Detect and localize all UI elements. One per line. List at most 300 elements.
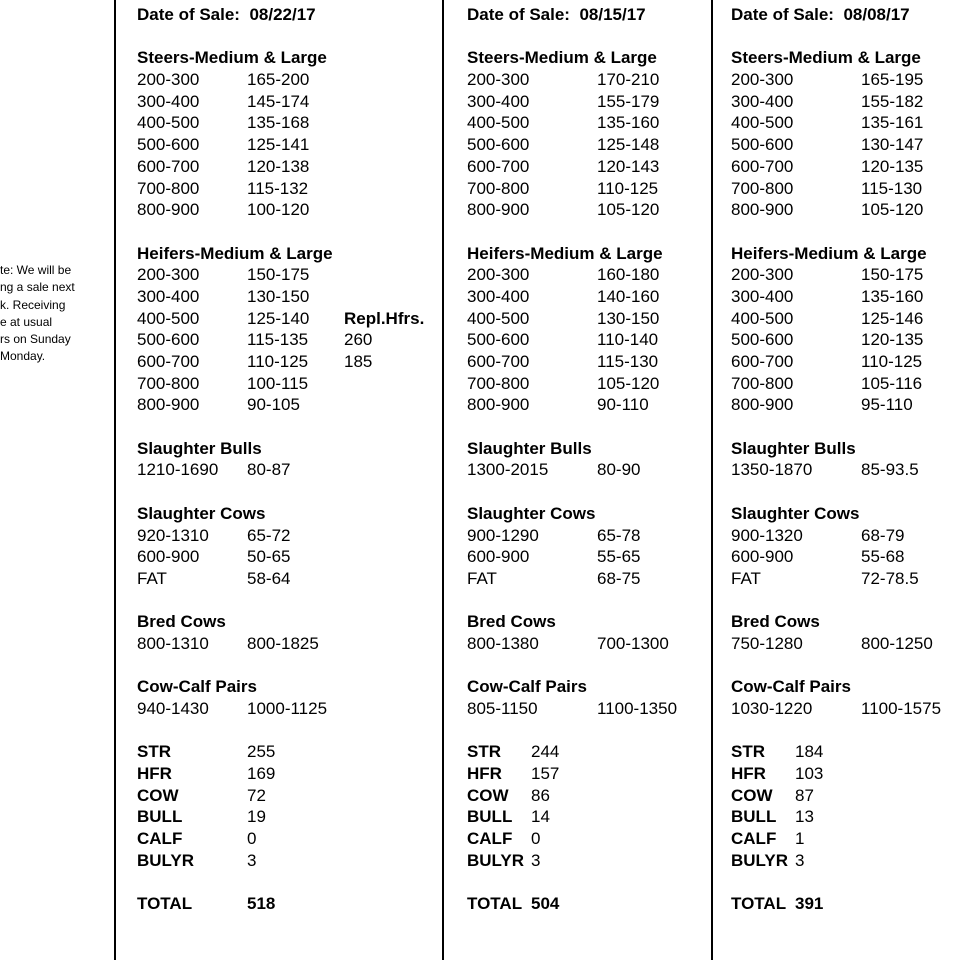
- spacer: [731, 720, 959, 742]
- price-row: [137, 351, 437, 373]
- weight-range: 920-1310: [137, 525, 209, 545]
- spacer: [467, 720, 707, 742]
- count-label: COW: [137, 785, 179, 805]
- weight-range: 200-300: [467, 265, 530, 285]
- weight-range: 500-600: [467, 135, 530, 155]
- head-count-row: [137, 828, 437, 850]
- weight-range: 200-300: [137, 265, 200, 285]
- spacer: [731, 655, 959, 677]
- price-row: [731, 178, 959, 200]
- weight-range: 300-400: [137, 286, 200, 306]
- head-count-row: [467, 828, 707, 850]
- price-range: 50-65: [247, 547, 291, 567]
- price-row: [137, 91, 437, 113]
- weight-range: FAT: [137, 568, 167, 588]
- count-label: STR: [467, 742, 501, 762]
- price-row: [731, 156, 959, 178]
- spacer: [731, 481, 959, 503]
- price-range: 95-110: [861, 395, 913, 415]
- weight-range: 700-800: [467, 373, 530, 393]
- price-row: [731, 286, 959, 308]
- weight-range: 700-800: [467, 178, 530, 198]
- price-row: [731, 568, 959, 590]
- section-title: Cow-Calf Pairs: [467, 677, 587, 697]
- price-row: [467, 351, 707, 373]
- count-value: 87: [795, 785, 814, 805]
- price-row: [731, 91, 959, 113]
- column-divider: [711, 0, 713, 960]
- price-row: [731, 459, 959, 481]
- count-value: 1: [795, 829, 805, 849]
- price-range: 65-72: [247, 525, 291, 545]
- weight-range: 300-400: [467, 91, 530, 111]
- price-range: 110-125: [597, 178, 659, 198]
- weight-range: 300-400: [731, 91, 794, 111]
- weight-range: 900-1320: [731, 525, 803, 545]
- section-title: Steers-Medium & Large: [731, 48, 921, 68]
- price-range: 800-1250: [861, 633, 933, 653]
- price-range: 90-105: [247, 395, 300, 415]
- count-label: CALF: [731, 829, 777, 849]
- total-row: [731, 893, 959, 915]
- spacer: [467, 416, 707, 438]
- column-divider: [114, 0, 116, 960]
- price-row: [467, 286, 707, 308]
- weight-range: 1350-1870: [731, 460, 813, 480]
- price-row: [137, 199, 437, 221]
- count-value: 157: [531, 764, 560, 784]
- count-label: BULYR: [731, 850, 788, 870]
- head-count-row: [137, 850, 437, 872]
- price-range: 135-168: [247, 113, 310, 133]
- price-row: [137, 264, 437, 286]
- sale-date-row: [467, 4, 707, 26]
- price-range: 65-78: [597, 525, 641, 545]
- count-value: 3: [247, 850, 257, 870]
- sale-date: 08/22/17: [249, 5, 316, 24]
- count-value: 3: [795, 850, 805, 870]
- weight-range: 600-900: [137, 547, 200, 567]
- price-range: 120-135: [861, 156, 924, 176]
- weight-range: FAT: [731, 568, 761, 588]
- weight-range: 300-400: [137, 91, 200, 111]
- total-row: [137, 893, 437, 915]
- section-title: Slaughter Bulls: [467, 438, 592, 458]
- price-row: [731, 329, 959, 351]
- price-range: 115-130: [597, 352, 659, 371]
- weight-range: 700-800: [137, 373, 200, 393]
- price-range: 68-75: [597, 568, 641, 588]
- weight-range: 400-500: [137, 308, 200, 328]
- price-range: 115-135: [247, 330, 309, 350]
- date-label: Date of Sale:: [467, 5, 570, 24]
- price-range: 150-175: [861, 265, 924, 285]
- weight-range: 1300-2015: [467, 460, 549, 480]
- price-range: 120-138: [247, 156, 310, 176]
- weight-range: 600-900: [731, 547, 794, 567]
- spacer: [731, 416, 959, 438]
- price-row: [467, 525, 707, 547]
- price-range: 165-195: [861, 70, 924, 90]
- spacer: [137, 416, 437, 438]
- head-count-row: [137, 763, 437, 785]
- weight-range: 600-700: [731, 156, 794, 176]
- weight-range: 800-1380: [467, 633, 539, 653]
- total-label: TOTAL: [137, 894, 193, 914]
- price-row: [137, 546, 437, 568]
- weight-range: 900-1290: [467, 525, 539, 545]
- spacer: [137, 655, 437, 677]
- price-range: 1100-1575: [861, 699, 942, 718]
- section-title: Slaughter Cows: [137, 503, 266, 523]
- sale-column-2: [467, 4, 707, 915]
- sale-date-row: [731, 4, 959, 26]
- weight-range: 750-1280: [731, 633, 803, 653]
- price-range: 155-182: [861, 91, 924, 111]
- spacer: [467, 221, 707, 243]
- price-row: [731, 373, 959, 395]
- price-row: [137, 373, 437, 395]
- weight-range: 600-700: [137, 156, 200, 176]
- weight-range: 800-900: [731, 395, 794, 415]
- section-title: Bred Cows: [731, 612, 820, 632]
- note-line: k. Receiving: [0, 297, 66, 312]
- count-value: 3: [531, 850, 541, 870]
- head-count-row: [731, 806, 959, 828]
- price-range: 800-1825: [247, 633, 319, 653]
- price-range: 80-87: [247, 460, 291, 480]
- note-line: e at usual: [0, 314, 53, 329]
- section-title: Slaughter Cows: [467, 503, 596, 523]
- price-row: [137, 134, 437, 156]
- price-row: [467, 112, 707, 134]
- weight-range: 800-900: [731, 200, 794, 220]
- weight-range: 200-300: [731, 70, 794, 90]
- replacement-heifers-price: 185: [344, 352, 373, 371]
- count-value: 0: [247, 829, 257, 849]
- weight-range: 400-500: [137, 113, 200, 133]
- price-row: [467, 134, 707, 156]
- price-range: 55-68: [861, 547, 905, 567]
- price-range: 58-64: [247, 568, 291, 588]
- date-label: Date of Sale:: [137, 5, 240, 24]
- head-count-row: [731, 763, 959, 785]
- weight-range: 500-600: [137, 135, 200, 155]
- price-range: 72-78.5: [861, 568, 919, 588]
- count-value: 169: [247, 764, 276, 784]
- price-row: [467, 199, 707, 221]
- section-title: Slaughter Bulls: [731, 438, 856, 458]
- count-label: HFR: [137, 764, 172, 784]
- section-title: Bred Cows: [137, 612, 226, 632]
- sale-date: 08/15/17: [579, 5, 646, 24]
- count-label: BULL: [467, 807, 513, 827]
- price-range: 130-150: [247, 286, 310, 306]
- weight-range: 800-1310: [137, 633, 209, 653]
- price-range: 68-79: [861, 525, 905, 545]
- head-count-row: [137, 785, 437, 807]
- note-line: te: We will be: [0, 263, 72, 277]
- weight-range: 700-800: [137, 178, 200, 198]
- spacer: [137, 720, 437, 742]
- count-value: 86: [531, 785, 550, 805]
- price-row: [137, 308, 437, 330]
- price-row: [137, 459, 437, 481]
- price-row: [467, 698, 707, 720]
- weight-range: 600-700: [731, 352, 794, 371]
- price-range: 100-115: [247, 373, 309, 393]
- weight-range: 500-600: [137, 330, 200, 350]
- price-row: [731, 525, 959, 547]
- price-row: [731, 633, 959, 655]
- spacer: [137, 481, 437, 503]
- price-range: 135-160: [861, 286, 924, 306]
- price-row: [467, 308, 707, 330]
- section-title: Slaughter Bulls: [137, 438, 262, 458]
- weight-range: 500-600: [731, 135, 794, 155]
- price-range: 125-146: [861, 308, 924, 328]
- price-range: 170-210: [597, 70, 660, 90]
- price-row: [467, 178, 707, 200]
- price-row: [731, 308, 959, 330]
- price-range: 140-160: [597, 286, 660, 306]
- price-row: [467, 459, 707, 481]
- price-range: 55-65: [597, 547, 641, 567]
- weight-range: 940-1430: [137, 699, 209, 718]
- note-line: rs on Sunday: [0, 332, 71, 347]
- price-row: [731, 199, 959, 221]
- price-row: [467, 329, 707, 351]
- sale-note: [0, 262, 112, 366]
- count-label: STR: [137, 742, 171, 762]
- weight-range: 300-400: [731, 286, 794, 306]
- price-range: 135-161: [861, 113, 924, 133]
- price-range: 150-175: [247, 265, 310, 285]
- head-count-row: [467, 741, 707, 763]
- head-count-row: [731, 828, 959, 850]
- section-title: Steers-Medium & Large: [467, 48, 657, 68]
- price-range: 120-143: [597, 156, 660, 176]
- price-row: [731, 698, 959, 720]
- price-row: [137, 394, 437, 416]
- weight-range: 400-500: [467, 308, 530, 328]
- price-row: [137, 286, 437, 308]
- price-row: [137, 178, 437, 200]
- count-value: 19: [247, 807, 266, 827]
- price-range: 1000-1125: [247, 699, 328, 718]
- count-label: BULL: [137, 807, 183, 827]
- price-row: [137, 329, 437, 351]
- price-range: 125-148: [597, 135, 660, 155]
- total-label: TOTAL: [731, 894, 787, 914]
- count-label: CALF: [467, 829, 513, 849]
- weight-range: 800-900: [137, 395, 200, 415]
- price-row: [137, 112, 437, 134]
- count-value: 14: [531, 807, 550, 827]
- count-value: 13: [795, 807, 814, 827]
- head-count-row: [731, 741, 959, 763]
- price-range: 100-120: [247, 200, 310, 220]
- price-range: 90-110: [597, 395, 649, 415]
- price-range: 80-90: [597, 460, 641, 480]
- price-row: [467, 156, 707, 178]
- note-line: Monday.: [0, 349, 46, 364]
- count-value: 244: [531, 742, 560, 762]
- weight-range: 800-900: [137, 200, 200, 220]
- section-title: Cow-Calf Pairs: [731, 677, 851, 697]
- weight-range: 200-300: [731, 265, 794, 285]
- price-range: 135-160: [597, 113, 660, 133]
- price-row: [731, 394, 959, 416]
- price-row: [137, 156, 437, 178]
- sale-column-3: [731, 4, 959, 915]
- count-label: BULYR: [137, 850, 194, 870]
- price-row: [731, 69, 959, 91]
- weight-range: 400-500: [731, 113, 794, 133]
- price-range: 700-1300: [597, 633, 669, 653]
- spacer: [731, 221, 959, 243]
- price-range: 105-120: [597, 373, 660, 393]
- count-label: BULL: [731, 807, 777, 827]
- spacer: [137, 221, 437, 243]
- spacer: [467, 590, 707, 612]
- replacement-heifers-price: 260: [344, 330, 373, 350]
- count-label: HFR: [467, 764, 502, 784]
- spacer: [731, 872, 959, 894]
- weight-range: 700-800: [731, 373, 794, 393]
- weight-range: 800-900: [467, 395, 530, 415]
- weight-range: 400-500: [731, 308, 794, 328]
- weight-range: 300-400: [467, 286, 530, 306]
- count-value: 103: [795, 764, 824, 784]
- weight-range: 500-600: [731, 330, 794, 350]
- price-range: 160-180: [597, 265, 660, 285]
- weight-range: 805-1150: [467, 699, 538, 718]
- weight-range: FAT: [467, 568, 497, 588]
- price-range: 115-130: [861, 178, 923, 198]
- price-row: [467, 633, 707, 655]
- price-range: 125-140: [247, 308, 310, 328]
- spacer: [731, 26, 959, 48]
- price-row: [731, 112, 959, 134]
- spacer: [137, 26, 437, 48]
- weight-range: 200-300: [137, 70, 200, 90]
- total-row: [467, 893, 707, 915]
- section-title: Heifers-Medium & Large: [467, 243, 663, 263]
- sale-date-row: [137, 4, 437, 26]
- price-range: 110-125: [247, 352, 309, 371]
- count-value: 72: [247, 785, 266, 805]
- price-range: 115-132: [247, 178, 309, 198]
- price-row: [467, 264, 707, 286]
- spacer: [467, 481, 707, 503]
- head-count-row: [731, 850, 959, 872]
- price-range: 110-125: [861, 352, 923, 371]
- weight-range: 800-900: [467, 200, 530, 220]
- count-label: HFR: [731, 764, 766, 784]
- total-value: 391: [795, 894, 824, 914]
- note-line: ng a sale next: [0, 280, 75, 295]
- weight-range: 400-500: [467, 113, 530, 133]
- price-range: 110-140: [597, 330, 659, 350]
- price-row: [731, 264, 959, 286]
- price-row: [467, 394, 707, 416]
- head-count-row: [137, 806, 437, 828]
- total-value: 504: [531, 894, 560, 914]
- count-label: COW: [467, 785, 509, 805]
- price-row: [731, 134, 959, 156]
- total-label: TOTAL: [467, 894, 523, 914]
- price-range: 165-200: [247, 70, 310, 90]
- price-range: 155-179: [597, 91, 660, 111]
- sale-column-1: [137, 4, 437, 915]
- count-label: CALF: [137, 829, 183, 849]
- spacer: [137, 590, 437, 612]
- section-title: Bred Cows: [467, 612, 556, 632]
- price-range: 125-141: [247, 135, 310, 155]
- price-row: [467, 546, 707, 568]
- count-value: 255: [247, 742, 276, 762]
- price-range: 1100-1350: [597, 699, 678, 718]
- price-row: [467, 373, 707, 395]
- price-row: [137, 525, 437, 547]
- total-value: 518: [247, 894, 276, 914]
- weight-range: 200-300: [467, 70, 530, 90]
- replacement-heifers-label: Repl.Hfrs.: [344, 308, 425, 328]
- count-label: BULYR: [467, 850, 524, 870]
- price-range: 105-116: [861, 373, 923, 393]
- weight-range: 600-900: [467, 547, 530, 567]
- spacer: [467, 872, 707, 894]
- price-row: [467, 69, 707, 91]
- price-row: [137, 69, 437, 91]
- head-count-row: [467, 785, 707, 807]
- count-value: 0: [531, 829, 541, 849]
- price-row: [137, 633, 437, 655]
- price-range: 85-93.5: [861, 460, 919, 480]
- head-count-row: [467, 806, 707, 828]
- sale-date: 08/08/17: [843, 5, 910, 24]
- section-title: Steers-Medium & Large: [137, 48, 327, 68]
- price-range: 105-120: [597, 200, 660, 220]
- price-range: 120-135: [861, 330, 924, 350]
- head-count-row: [467, 763, 707, 785]
- count-label: STR: [731, 742, 765, 762]
- date-label: Date of Sale:: [731, 5, 834, 24]
- spacer: [467, 26, 707, 48]
- weight-range: 1030-1220: [731, 699, 813, 718]
- section-title: Heifers-Medium & Large: [731, 243, 927, 263]
- column-divider: [442, 0, 444, 960]
- section-title: Heifers-Medium & Large: [137, 243, 333, 263]
- weight-range: 600-700: [467, 156, 530, 176]
- price-range: 105-120: [861, 200, 924, 220]
- spacer: [137, 872, 437, 894]
- price-range: 145-174: [247, 91, 310, 111]
- price-row: [137, 698, 437, 720]
- section-title: Slaughter Cows: [731, 503, 860, 523]
- price-row: [731, 351, 959, 373]
- price-row: [467, 568, 707, 590]
- weight-range: 600-700: [137, 352, 200, 371]
- weight-range: 600-700: [467, 352, 530, 371]
- head-count-row: [731, 785, 959, 807]
- spacer: [467, 655, 707, 677]
- spacer: [731, 590, 959, 612]
- weight-range: 500-600: [467, 330, 530, 350]
- weight-range: 1210-1690: [137, 460, 219, 480]
- weight-range: 700-800: [731, 178, 794, 198]
